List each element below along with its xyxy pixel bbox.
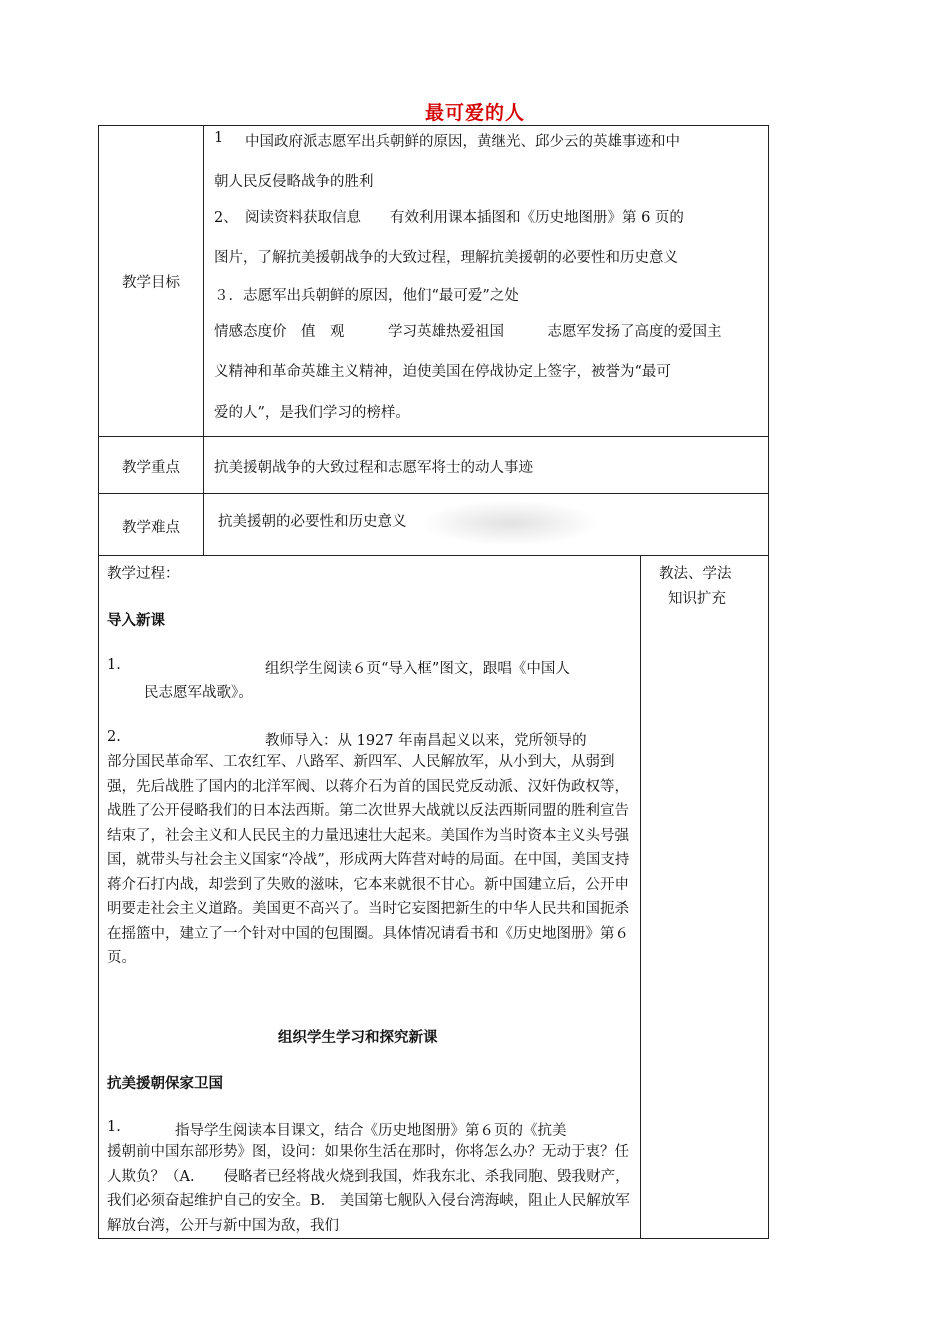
item-3-number: 1.	[107, 1119, 121, 1135]
goals-line-5: ３．志愿军出兵朝鲜的原因，他们“最可爱”之处	[214, 288, 519, 304]
goals-label: 教学目标	[122, 275, 180, 291]
item-2-body: 部分国民革命军、工农红军、八路军、新四军、人民解放军，从小到大，从弱到强，先后战胜了国内的北洋军阀、以蒋介石为首的国民党反动派、汉奸伪政权等，战胜了公开侵略我们的日本法西斯。第二次世界大战就以反法西斯同盟的胜利宣告结束了，社会主义和人民民主的力量迅速壮大起来。美国作为当时资本主义头号强国，就带头与社会主义国家“冷战”，形成两大阵营对峙的局面。在中国，美国支持蒋介石打内战，却尝到了失败的滋味，它本来就很不甘心。新中国建立后，公开申明要走社会主义道路。美国更不高兴了。当时它妄图把新生的中华人民共和国扼杀在摇篮中，建立了一个针对中国的包围圈。具体情况请看书和《历史地图册》第６页。	[107, 754, 630, 966]
table-bottom-border	[98, 1238, 769, 1239]
item-2-text: 教师导入：从 1927 年南昌起义以来，党所领导的	[265, 733, 587, 749]
key-points-label: 教学重点	[122, 460, 180, 476]
goals-line-7: 义精神和革命英雄主义精神，迫使美国在停战协定上签字，被誉为“最可	[214, 364, 671, 380]
goals-line-8: 爱的人”，是我们学习的榜样。	[214, 405, 410, 421]
goals-line-1: 中国政府派志愿军出兵朝鲜的原因，黄继光、邱少云的英雄事迹和中	[245, 134, 680, 150]
item-1-number: 1.	[107, 657, 121, 673]
item-1-text: 组织学生阅读６页“导入框”图文，跟唱《中国人	[265, 661, 570, 677]
table-left-border	[98, 125, 99, 1239]
side-methods-label: 教法、学法	[659, 566, 732, 582]
difficulty-label: 教学难点	[122, 520, 180, 536]
intro-heading: 导入新课	[107, 613, 165, 629]
faded-watermark	[420, 500, 600, 546]
item-2-number: 2.	[107, 729, 121, 745]
goals-line-2: 朝人民反侵略战争的胜利	[214, 174, 374, 190]
side-knowledge-label: 知识扩充	[668, 591, 726, 607]
key-points-text: 抗美援朝战争的大致过程和志愿军将士的动人事迹	[214, 460, 533, 476]
row-divider-goals	[98, 436, 769, 437]
row-divider-key	[98, 493, 769, 494]
process-heading: 教学过程：	[107, 566, 180, 582]
goals-line-3: 2、 阅读资料获取信息 有效利用课本插图和《历史地图册》第 6 页的	[214, 210, 684, 226]
page-title: 最可爱的人	[424, 102, 525, 124]
label-column-divider	[203, 125, 204, 556]
table-top-border	[98, 125, 769, 126]
row-divider-difficulty	[98, 555, 769, 556]
section-heading: 抗美援朝保家卫国	[107, 1076, 223, 1092]
item-3-body: 援朝前中国东部形势》图，设问：如果你生活在那时，你将怎么办？无动于衷？任人欺负？（A. 侵略者已经将战火烧到我国，炸我东北、杀我同胞、毁我财产，我们必须奋起维护自己的安全。B. 美国第七舰队入侵台湾海峡，阻止人民解放军解放台湾，公开与新中国为敌，我们	[107, 1144, 630, 1234]
table-right-border	[768, 125, 769, 1239]
item-3-text: 指导学生阅读本目课文，结合《历史地图册》第６页的《抗美	[175, 1123, 567, 1139]
goals-line-6: 情感态度价 值 观 学习英雄热爱祖国 志愿军发扬了高度的爱国主	[214, 324, 722, 340]
goals-line-1-number: 1	[214, 130, 224, 146]
difficulty-text: 抗美援朝的必要性和历史意义	[218, 514, 407, 530]
goals-line-4: 图片，了解抗美援朝战争的大致过程，理解抗美援朝的必要性和历史意义	[214, 250, 678, 266]
study-heading: 组织学生学习和探究新课	[278, 1030, 438, 1046]
side-column-divider	[640, 555, 641, 1239]
item-1-continuation: 民志愿军战歌》。	[144, 685, 253, 701]
